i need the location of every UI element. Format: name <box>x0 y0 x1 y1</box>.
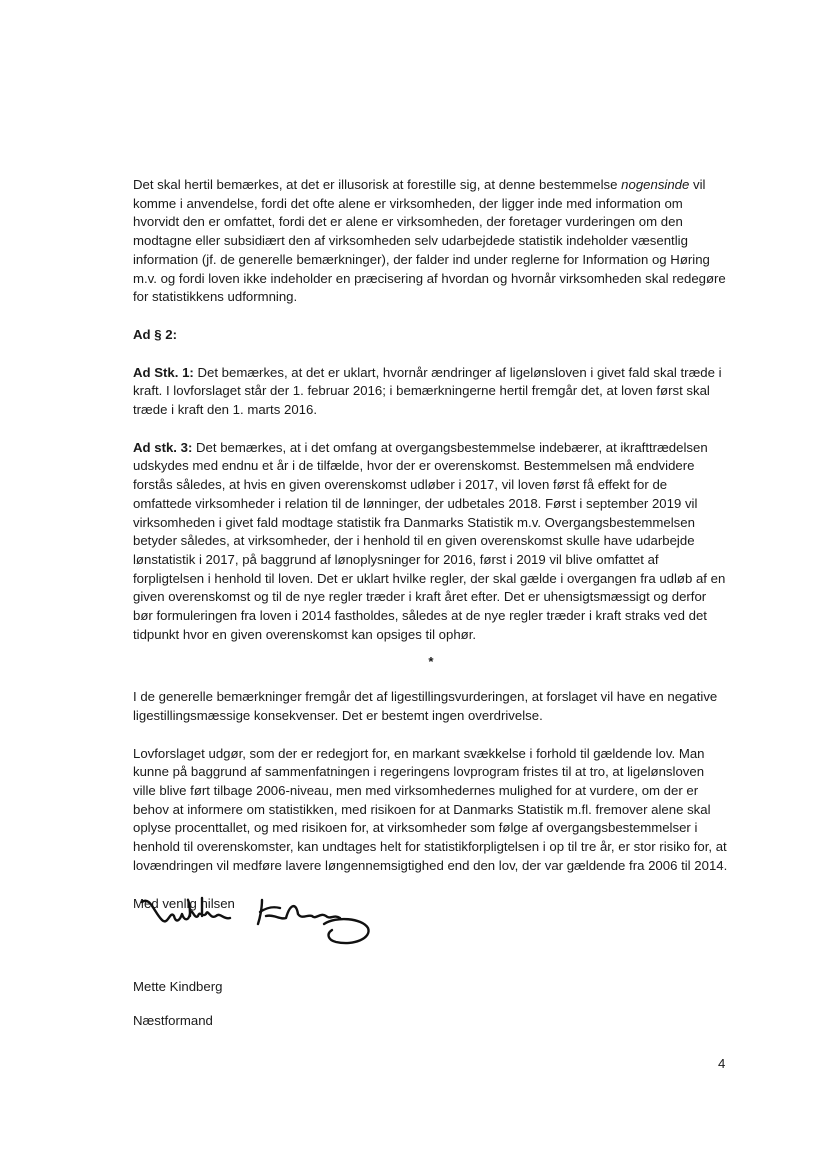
paragraph-stk-1 <box>133 364 729 420</box>
paragraph-text: vil komme i anvendelse, fordi det ofte alene er virksomheden, der ligger inde med information om hvorvidt den er omfattet, fordi det er alene er virksomheden, der foretager vurderingen om den modtagne eller subsidiært den af virksomheden selv udarbejdede statistik indeholder væsentlig information (jf. de generelle bemærkninger), der falder ind under reglerne for Information og Høring m.v. og fordi loven ikke indeholder en præcisering af hvordan og hvornår virksomheden skal redegøre for statistikkens udformning. <box>133 177 726 305</box>
paragraph-stk-3 <box>133 439 729 645</box>
signer-name: Mette Kindberg <box>133 979 223 994</box>
closing-greeting: Med venlig hilsen <box>133 895 235 911</box>
paragraph-conclusion: Lovforslaget udgør, som der er redegjort for, en markant svækkelse i forhold til gældende lov. Man kunne på baggrund af sammenfatningen i regeringens lovprogram fristes til at tro, at ligelønsloven ville blive ført tilbage 2006-niveau, men med virksomhedernes mulighed for at vurdere, om der er behov at informere om statistikken, med risikoen for at Danmarks Statistik m.fl. fremover alene skal oplyse procenttallet, og med risikoen for, at virksomheder som følge af overgangsbestemmelser i henhold til overenskomster, kan undtages helt for statistikforpligtelsen i op til tre år, er stor risiko for, at lovændringen vil medføre lavere løngennemsigtighed end den lov, der var gældende fra 2006 til 2014. <box>133 745 728 873</box>
signer-title: Næstformand <box>133 1013 213 1028</box>
letter-body <box>133 176 729 913</box>
section-separator: * <box>428 654 434 670</box>
paragraph-illusory <box>133 176 729 307</box>
paragraph-equality-assessment: I de generelle bemærkninger fremgår det af ligestillingsvurderingen, at forslaget vil have en negative ligestillingsmæssige konsekvenser. Det er bestemt ingen overdrivelse. <box>133 689 718 723</box>
label-stk-1: Ad Stk. 1: <box>133 364 194 380</box>
label-stk-3: Ad stk. 3: <box>133 439 193 455</box>
emphasis-nogensinde: nogensinde <box>621 177 690 192</box>
section-heading-ad-2: Ad § 2: <box>133 326 177 342</box>
paragraph-text: Det bemærkes, at det er uklart, hvornår ændringer af ligelønsloven i givet fald skal træde i kraft. I lovforslaget står der 1. februar 2016; i bemærkningerne hertil fremgår det, at loven først skal træde i kraft den 1. marts 2016. <box>133 364 722 418</box>
paragraph-text: Det bemærkes, at i det omfang at overgangsbestemmelse indebærer, at ikrafttrædelsen udskydes med endnu et år i de tilfælde, hvor der er overenskomst. Bestemmelsen må endvidere forstås således, at hvis en given overenskomst udløber i 2017, vil loven først få effekt for de omfattede virksomheder i relation til de lønninger, der udbetales 2018. Først i september 2019 vil virksomheden i givet fald modtage statistik fra Danmarks Statistik m.v. Overgangsbestemmelsen betyder således, at virksomheder, der i henhold til en given overenskomst skulle have udarbejde lønstatistik i 2017, på baggrund af lønoplysninger for 2016, først i 2019 vil blive omfattet af forpligtelsen i henhold til loven. Det er uklart hvilke regler, der skal gælde i overgangen fra udløb af en given overenskomst og til de nye regler træder i kraft året efter. Det er uhensigtsmæssigt og derfor bør formuleringen fra loven i 2014 fastholdes, således at de nye regler træder i kraft straks ved det tidpunkt hvor en given overenskomst kan opsiges til ophør. <box>133 439 726 642</box>
page-number: 4 <box>718 1056 726 1071</box>
handwritten-signature <box>140 890 380 962</box>
paragraph-text: Det skal hertil bemærkes, at det er illusorisk at forestille sig, at denne bestemmelse <box>133 177 622 192</box>
